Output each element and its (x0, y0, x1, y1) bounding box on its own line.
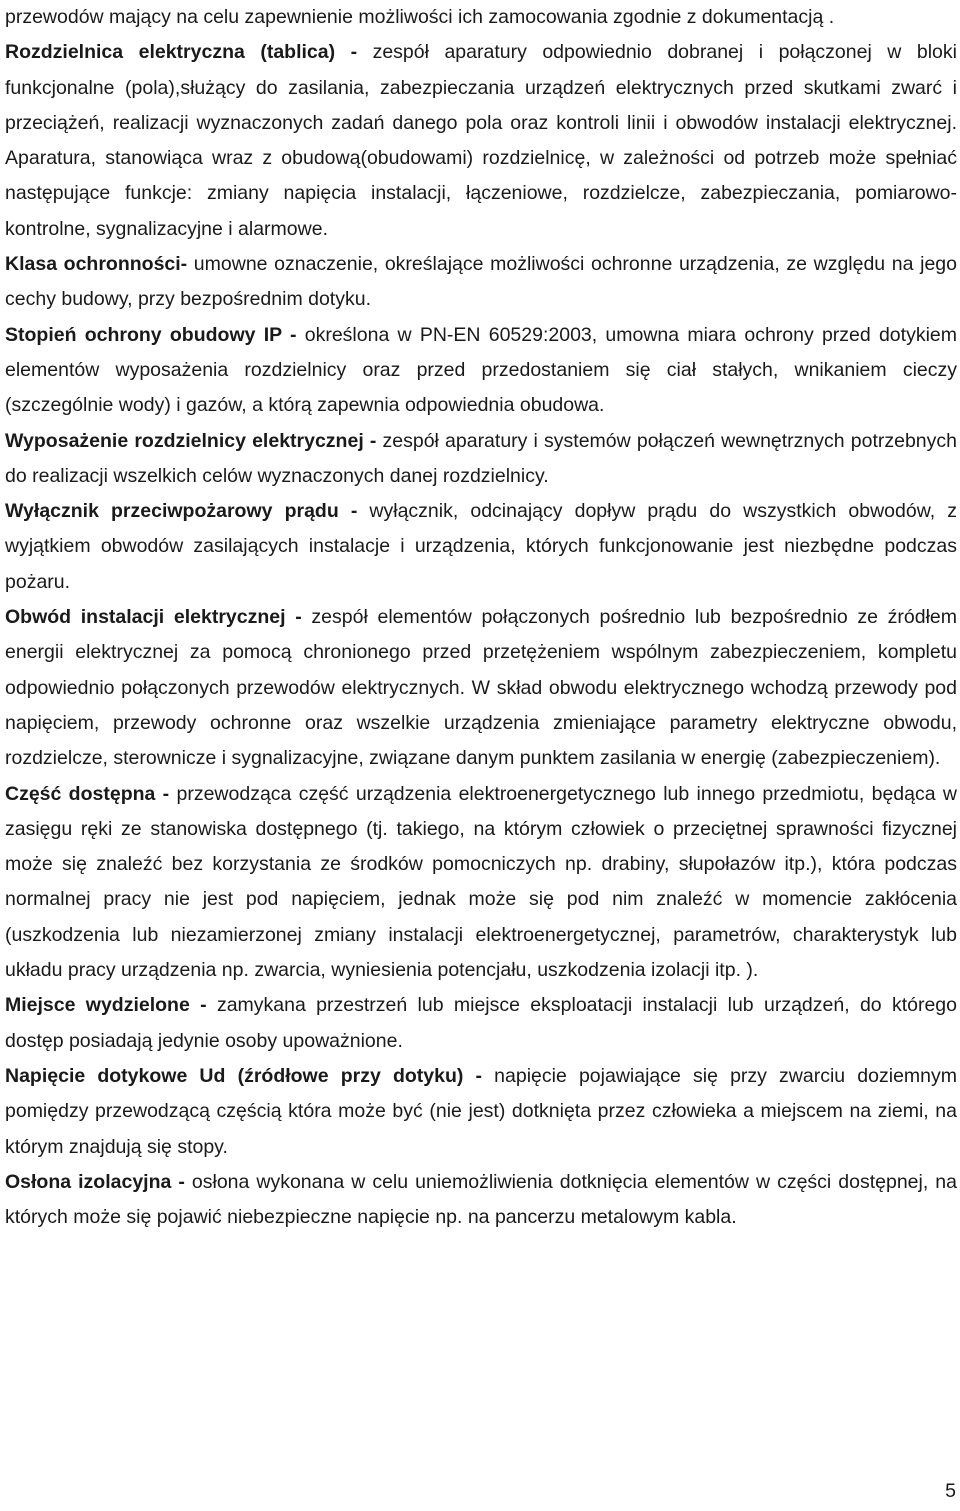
definition-paragraph-klasa-ochronnosci (5, 247, 957, 318)
definition-text: określona w PN-EN 60529:2003, umowna miara ochrony przed dotykiem elementów wyposażenia rozdzielnicy oraz przed przedostaniem się ciał stałych, wnikaniem cieczy (szczególnie wody) i gazów, a którą zapewnia odpowiednia obudowa. (5, 323, 957, 417)
definition-term: Wyłącznik przeciwpożarowy prądu - (5, 500, 358, 523)
definition-text: napięcie pojawiające się przy zwarciu doziemnym pomiędzy przewodzącą częścią która może być (nie jest) dotknięta przez człowieka a miejscem na ziemi, na którym znajdują się stopy. (5, 1064, 957, 1158)
definition-paragraph-continuation (5, 0, 957, 35)
definition-text: przewodów mający na celu zapewnienie możliwości ich zamocowania zgodnie z dokumentacją . (5, 6, 835, 28)
document-page (5, 0, 957, 1235)
definition-term: Część dostępna - (5, 782, 170, 805)
definition-text: zespół aparatury i systemów połączeń wewnętrznych potrzebnych do realizacji wszelkich celów wyznaczonych danej rozdzielnicy. (5, 429, 957, 487)
definition-paragraph-rozdzielnica (5, 35, 957, 247)
definition-text: zespół aparatury odpowiednio dobranej i połączonej w bloki funkcjonalne (pola),służący do zasilania, zabezpieczania urządzeń elektrycznych przed skutkami zwarć i przeciążeń, realizacji wyznaczonych zadań danego pola oraz kontroli linii i obwodów instalacji elektrycznej. Aparatura, stanowiąca wraz z obudową(obudowami) rozdzielnicę, w zależności od potrzeb może spełniać następujące funkcje: zmiany napięcia instalacji, łączeniowe, rozdzielcze, zabezpieczania, pomiarowo-kontrolne, sygnalizacyjne i alarmowe. (5, 41, 957, 240)
definition-text: umowne oznaczenie, określające możliwości ochronne urządzenia, ze względu na jego cechy budowy, przy bezpośrednim dotyku. (5, 253, 957, 311)
definition-text: zespół elementów połączonych pośrednio lub bezpośrednio ze źródłem energii elektrycznej za pomocą chronionego przed przetężeniem wspólnym zabezpieczeniem, kompletu odpowiednio połączonych przewodów elektrycznych. W skład obwodu elektrycznego wchodzą przewody pod napięciem, przewody ochronne oraz wszelkie urządzenia zmieniające parametry elektryczne obwodu, rozdzielcze, sterownicze i sygnalizacyjne, związane danym punktem zasilania w energię (zabezpieczeniem). (5, 606, 957, 770)
definition-paragraph-oslona-izolacyjna (5, 1165, 957, 1236)
definition-paragraph-wylacznik (5, 494, 957, 600)
definition-paragraph-czesc-dostepna (5, 777, 957, 989)
definition-paragraph-obwod (5, 600, 957, 776)
definition-term: Miejsce wydzielone - (5, 994, 207, 1017)
definition-paragraph-stopien-ochrony (5, 318, 957, 424)
definition-paragraph-napiecie-dotykowe (5, 1059, 957, 1165)
page-number: 5 (945, 1480, 956, 1502)
definition-text: wyłącznik, odcinający dopływ prądu do wszystkich obwodów, z wyjątkiem obwodów zasilających instalacje i urządzenia, których funkcjonowanie jest niezbędne podczas pożaru. (5, 500, 957, 593)
definition-text: przewodząca część urządzenia elektroenergetycznego lub innego przedmiotu, będąca w zasięgu ręki ze stanowiska dostępnego (tj. takiego, na którym człowiek o przeciętnej sprawności fizycznej może się znaleźć bez korzystania ze środków pomocniczych np. drabiny, słupołazów itp.), która podczas normalnej pracy nie jest pod napięciem, jednak może się pod nim znaleźć w momencie zakłócenia (uszkodzenia lub niezamierzonej zmiany instalacji elektroenergetycznej, parametrów, charakterystyk lub układu pracy urządzenia np. zwarcia, wyniesienia potencjału, uszkodzenia izolacji itp. ). (5, 782, 957, 982)
definition-text: zamykana przestrzeń lub miejsce eksploatacji instalacji lub urządzeń, do którego dostęp posiadają jedynie osoby upoważnione. (5, 994, 957, 1052)
definition-term: Obwód instalacji elektrycznej - (5, 606, 302, 629)
definition-paragraph-wyposazenie (5, 424, 957, 495)
definition-term: Osłona izolacyjna - (5, 1170, 185, 1193)
definition-term: Rozdzielnica elektryczna (tablica) - (5, 41, 358, 64)
definition-paragraph-miejsce-wydzielone (5, 988, 957, 1059)
definition-text: osłona wykonana w celu uniemożliwienia dotknięcia elementów w części dostępnej, na których może się pojawić niebezpieczne napięcie np. na pancerzu metalowym kabla. (5, 1170, 957, 1229)
definition-term: Napięcie dotykowe Ud (źródłowe przy dotyku) - (5, 1064, 483, 1087)
definition-term: Stopień ochrony obudowy IP - (5, 323, 297, 346)
definition-term: Wyposażenie rozdzielnicy elektrycznej - (5, 429, 377, 452)
definition-term: Klasa ochronności- (5, 253, 188, 276)
